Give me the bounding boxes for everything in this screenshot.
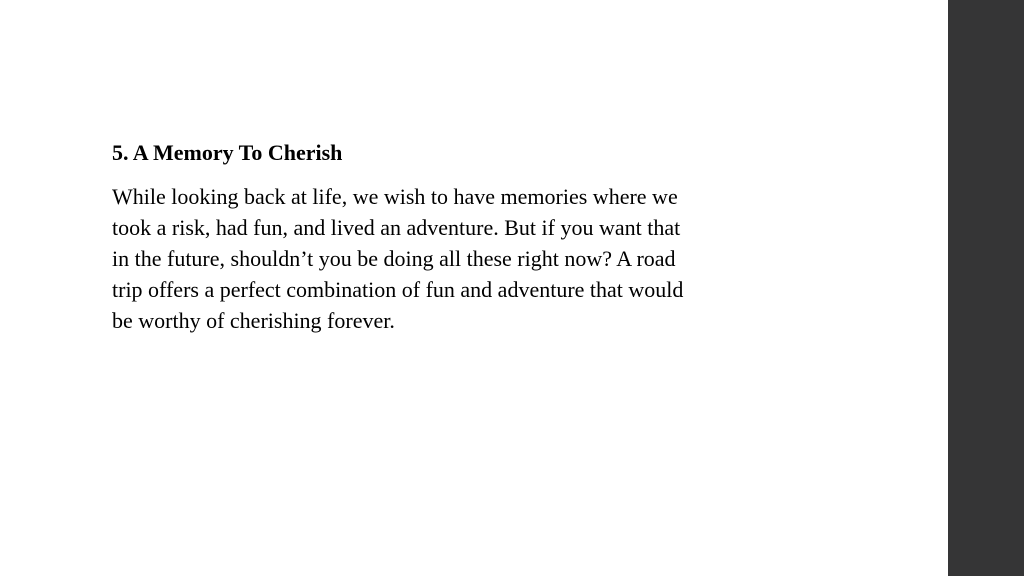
paragraph-line: in the future, shouldn’t you be doing all these right now? A road: [112, 246, 676, 271]
slide-content: [112, 137, 832, 336]
slide-paragraph: [112, 181, 832, 336]
slide-heading: 5. A Memory To Cherish: [112, 140, 343, 165]
paragraph-line: be worthy of cherishing forever.: [112, 308, 395, 333]
paragraph-line: trip offers a perfect combination of fun and adventure that would: [112, 277, 684, 302]
paragraph-line: While looking back at life, we wish to have memories where we: [112, 184, 678, 209]
side-bar: [948, 0, 1024, 576]
paragraph-line: took a risk, had fun, and lived an adventure. But if you want that: [112, 215, 681, 240]
